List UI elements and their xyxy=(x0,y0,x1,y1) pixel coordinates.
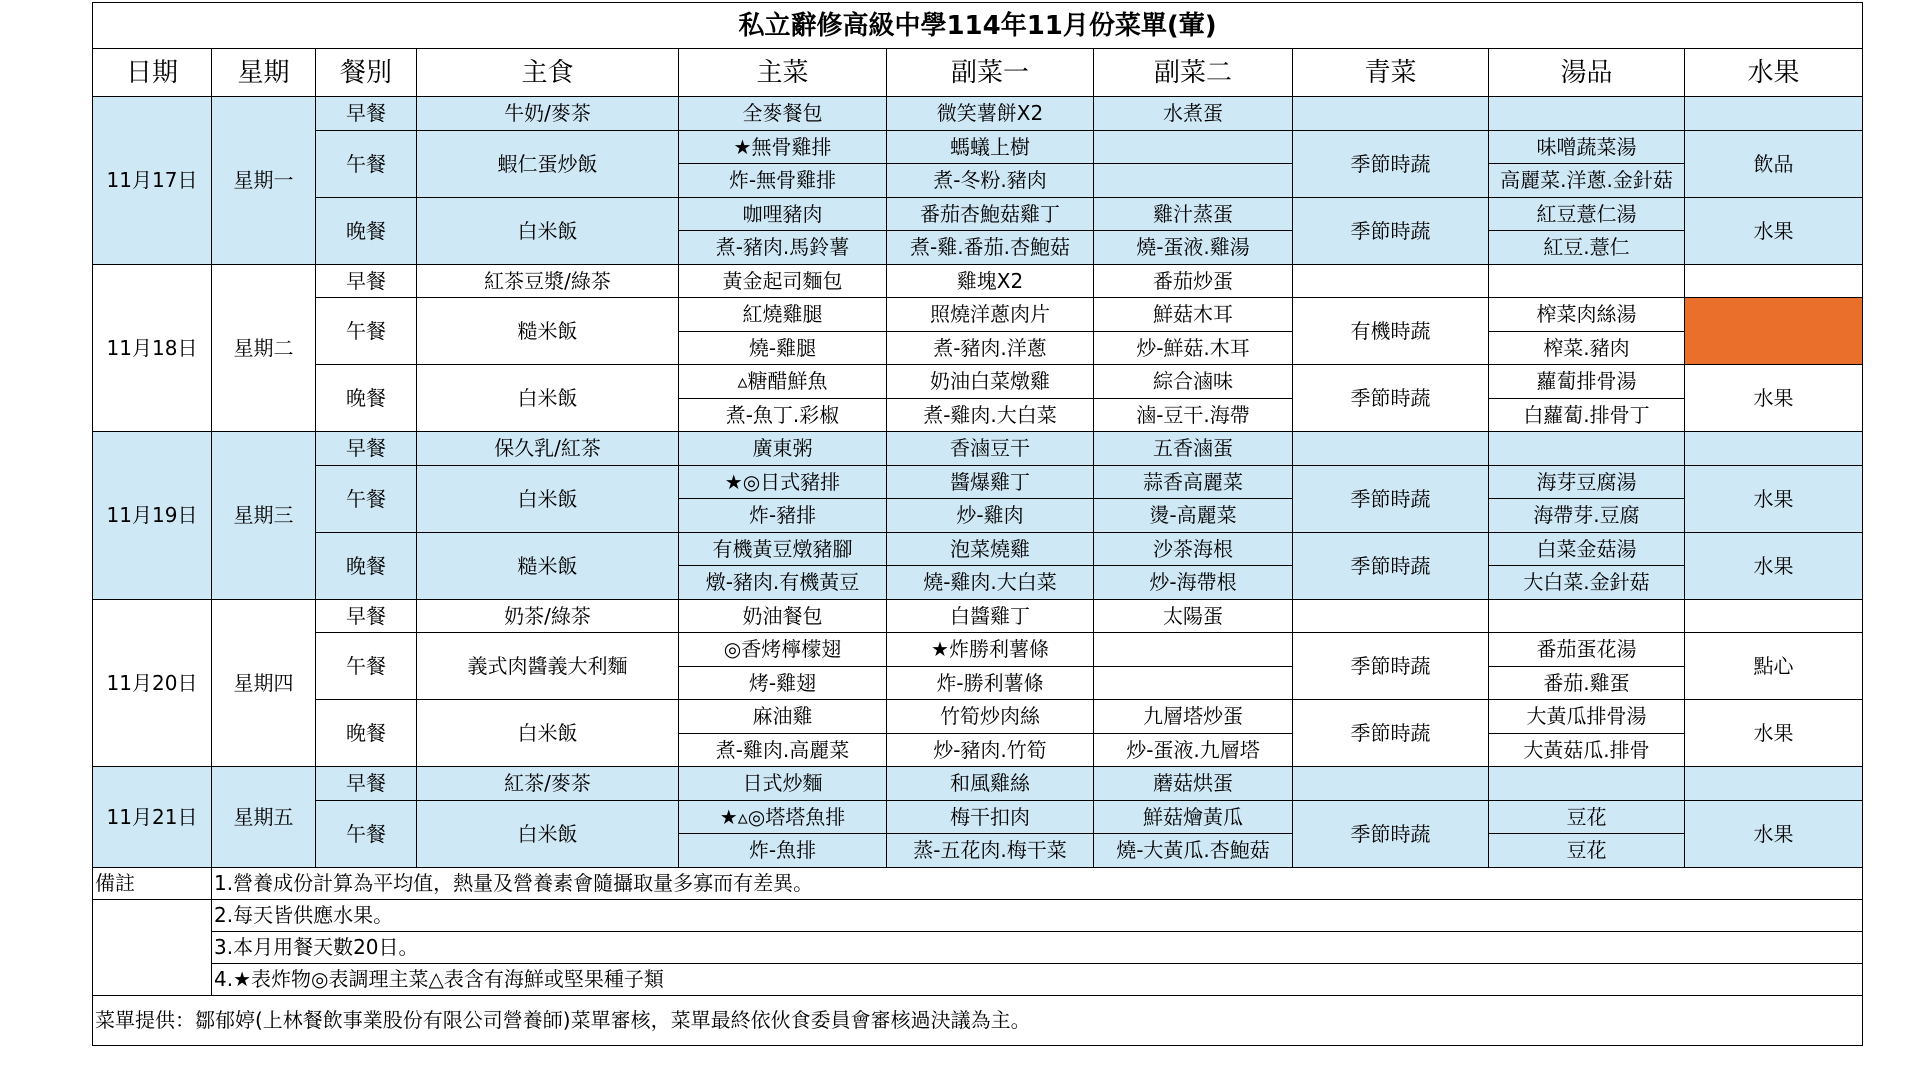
main-dish-cell: 麻油雞 xyxy=(679,700,887,734)
meal-label: 晚餐 xyxy=(316,365,417,432)
notes-row xyxy=(93,867,1863,899)
main-dish-ingredients: 燒-雞腿 xyxy=(679,331,887,365)
vegetable-cell xyxy=(1293,432,1489,466)
vegetable-cell xyxy=(1293,599,1489,633)
main-dish-ingredients: 煮-豬肉.馬鈴薯 xyxy=(679,231,887,265)
meal-label: 午餐 xyxy=(316,130,417,197)
header-soup: 湯品 xyxy=(1489,49,1685,97)
note-item: 3.本月用餐天數20日。 xyxy=(212,931,1863,963)
date-cell: 11月21日 xyxy=(93,767,212,868)
main-dish-cell: 日式炒麵 xyxy=(679,767,887,801)
main-dish-ingredients: 炸-無骨雞排 xyxy=(679,164,887,198)
meal-label: 晚餐 xyxy=(316,197,417,264)
side-dish-1-cell: 微笑薯餅X2 xyxy=(887,97,1094,131)
date-cell: 11月18日 xyxy=(93,264,212,432)
main-dish-ingredients: 煮-雞肉.高麗菜 xyxy=(679,733,887,767)
side-dish-2-ingredients xyxy=(1094,666,1293,700)
main-dish-cell: ★◎日式豬排 xyxy=(679,465,887,499)
side-dish-2-cell: 蒜香高麗菜 xyxy=(1094,465,1293,499)
fruit-cell: 水果 xyxy=(1685,365,1863,432)
soup-cell: 紅豆薏仁湯 xyxy=(1489,197,1685,231)
main-dish-cell: 奶油餐包 xyxy=(679,599,887,633)
side-dish-2-cell: 五香滷蛋 xyxy=(1094,432,1293,466)
meal-label: 早餐 xyxy=(316,599,417,633)
weekday-cell: 星期二 xyxy=(212,264,316,432)
soup-ingredients: 豆花 xyxy=(1489,834,1685,868)
staple-cell: 蝦仁蛋炒飯 xyxy=(417,130,679,197)
fruit-cell xyxy=(1685,432,1863,466)
soup-cell: 大黃瓜排骨湯 xyxy=(1489,700,1685,734)
fruit-cell: 水果 xyxy=(1685,532,1863,599)
fruit-cell: 飲品 xyxy=(1685,130,1863,197)
date-cell: 11月17日 xyxy=(93,97,212,265)
meal-label: 午餐 xyxy=(316,465,417,532)
fruit-cell xyxy=(1685,298,1863,365)
meal-label: 早餐 xyxy=(316,264,417,298)
staple-cell: 義式肉醬義大利麵 xyxy=(417,633,679,700)
vegetable-cell xyxy=(1293,767,1489,801)
table-row xyxy=(93,432,1863,466)
table-row xyxy=(93,633,1863,667)
side-dish-1-ingredients: 煮-冬粉.豬肉 xyxy=(887,164,1094,198)
meal-label: 午餐 xyxy=(316,298,417,365)
soup-cell: 榨菜肉絲湯 xyxy=(1489,298,1685,332)
staple-cell: 白米飯 xyxy=(417,465,679,532)
main-dish-cell: 有機黃豆燉豬腳 xyxy=(679,532,887,566)
header-row xyxy=(93,49,1863,97)
weekday-cell: 星期一 xyxy=(212,97,316,265)
soup-cell: 豆花 xyxy=(1489,800,1685,834)
side-dish-1-ingredients: 炒-豬肉.竹筍 xyxy=(887,733,1094,767)
side-dish-1-cell: 照燒洋蔥肉片 xyxy=(887,298,1094,332)
side-dish-1-cell: 和風雞絲 xyxy=(887,767,1094,801)
table-row xyxy=(93,465,1863,499)
note-item: 4.★表炸物◎表調理主菜△表含有海鮮或堅果種子類 xyxy=(212,963,1863,995)
main-dish-cell: ◎香烤檸檬翅 xyxy=(679,633,887,667)
soup-ingredients: 番茄.雞蛋 xyxy=(1489,666,1685,700)
side-dish-2-cell: 雞汁蒸蛋 xyxy=(1094,197,1293,231)
vegetable-cell: 季節時蔬 xyxy=(1293,633,1489,700)
notes-label: 備註 xyxy=(93,867,212,899)
side-dish-1-ingredients: 炸-勝利薯條 xyxy=(887,666,1094,700)
soup-ingredients: 白蘿蔔.排骨丁 xyxy=(1489,398,1685,432)
meal-label: 午餐 xyxy=(316,633,417,700)
soup-cell xyxy=(1489,97,1685,131)
side-dish-2-cell xyxy=(1094,130,1293,164)
date-cell: 11月19日 xyxy=(93,432,212,600)
side-dish-1-ingredients: 炒-雞肉 xyxy=(887,499,1094,533)
side-dish-1-cell: 梅干扣肉 xyxy=(887,800,1094,834)
staple-cell: 保久乳/紅茶 xyxy=(417,432,679,466)
table-row xyxy=(93,264,1863,298)
notes-label-spacer xyxy=(93,931,212,963)
vegetable-cell xyxy=(1293,97,1489,131)
table-row xyxy=(93,365,1863,399)
vegetable-cell: 有機時蔬 xyxy=(1293,298,1489,365)
main-dish-cell: ▵糖醋鮮魚 xyxy=(679,365,887,399)
meal-label: 早餐 xyxy=(316,432,417,466)
side-dish-2-cell: 番茄炒蛋 xyxy=(1094,264,1293,298)
fruit-cell: 水果 xyxy=(1685,800,1863,867)
side-dish-2-cell: 沙茶海根 xyxy=(1094,532,1293,566)
soup-ingredients: 大白菜.金針菇 xyxy=(1489,566,1685,600)
header-main: 主菜 xyxy=(679,49,887,97)
table-row xyxy=(93,767,1863,801)
notes-label-spacer xyxy=(93,899,212,931)
soup-cell: 味噌蔬菜湯 xyxy=(1489,130,1685,164)
weekday-cell: 星期五 xyxy=(212,767,316,868)
soup-ingredients: 高麗菜.洋蔥.金針菇 xyxy=(1489,164,1685,198)
vegetable-cell: 季節時蔬 xyxy=(1293,465,1489,532)
side-dish-2-ingredients: 燒-大黃瓜.杏鮑菇 xyxy=(1094,834,1293,868)
staple-cell: 白米飯 xyxy=(417,365,679,432)
side-dish-2-cell: 蘑菇烘蛋 xyxy=(1094,767,1293,801)
side-dish-1-cell: 奶油白菜燉雞 xyxy=(887,365,1094,399)
soup-ingredients: 榨菜.豬肉 xyxy=(1489,331,1685,365)
side-dish-1-ingredients: 煮-雞.番茄.杏鮑菇 xyxy=(887,231,1094,265)
meal-label: 晚餐 xyxy=(316,532,417,599)
footer-row xyxy=(93,995,1863,1045)
meal-label: 早餐 xyxy=(316,767,417,801)
meal-label: 午餐 xyxy=(316,800,417,867)
notes-row xyxy=(93,963,1863,995)
main-dish-cell: 全麥餐包 xyxy=(679,97,887,131)
soup-cell xyxy=(1489,264,1685,298)
table-row xyxy=(93,700,1863,734)
meal-label: 早餐 xyxy=(316,97,417,131)
soup-ingredients: 紅豆.薏仁 xyxy=(1489,231,1685,265)
side-dish-2-cell: 九層塔炒蛋 xyxy=(1094,700,1293,734)
header-staple: 主食 xyxy=(417,49,679,97)
staple-cell: 糙米飯 xyxy=(417,532,679,599)
staple-cell: 牛奶/麥茶 xyxy=(417,97,679,131)
main-dish-cell: 咖哩豬肉 xyxy=(679,197,887,231)
vegetable-cell: 季節時蔬 xyxy=(1293,700,1489,767)
menu-table xyxy=(92,2,1863,1046)
header-side1: 副菜一 xyxy=(887,49,1094,97)
side-dish-2-ingredients: 燙-高麗菜 xyxy=(1094,499,1293,533)
fruit-cell xyxy=(1685,767,1863,801)
side-dish-1-cell: 白醬雞丁 xyxy=(887,599,1094,633)
side-dish-2-cell: 鮮菇木耳 xyxy=(1094,298,1293,332)
staple-cell: 白米飯 xyxy=(417,700,679,767)
side-dish-1-cell: ★炸勝利薯條 xyxy=(887,633,1094,667)
notes-row xyxy=(93,931,1863,963)
staple-cell: 奶茶/綠茶 xyxy=(417,599,679,633)
side-dish-2-cell: 鮮菇燴黃瓜 xyxy=(1094,800,1293,834)
side-dish-2-ingredients: 燒-蛋液.雞湯 xyxy=(1094,231,1293,265)
fruit-cell: 水果 xyxy=(1685,700,1863,767)
staple-cell: 白米飯 xyxy=(417,197,679,264)
main-dish-cell: ★無骨雞排 xyxy=(679,130,887,164)
header-side2: 副菜二 xyxy=(1094,49,1293,97)
main-dish-ingredients: 烤-雞翅 xyxy=(679,666,887,700)
side-dish-1-cell: 雞塊X2 xyxy=(887,264,1094,298)
vegetable-cell: 季節時蔬 xyxy=(1293,197,1489,264)
staple-cell: 紅茶/麥茶 xyxy=(417,767,679,801)
side-dish-1-ingredients: 煮-豬肉.洋蔥 xyxy=(887,331,1094,365)
footer-text: 菜單提供：鄒郁婷(上林餐飲事業股份有限公司營養師)菜單審核，菜單最終依伙食委員會審核過決議為主。 xyxy=(93,995,1863,1045)
table-row xyxy=(93,800,1863,834)
fruit-cell: 水果 xyxy=(1685,197,1863,264)
side-dish-1-cell: 螞蟻上樹 xyxy=(887,130,1094,164)
header-fruit: 水果 xyxy=(1685,49,1863,97)
fruit-cell: 點心 xyxy=(1685,633,1863,700)
staple-cell: 白米飯 xyxy=(417,800,679,867)
note-item: 2.每天皆供應水果。 xyxy=(212,899,1863,931)
main-dish-ingredients: 煮-魚丁.彩椒 xyxy=(679,398,887,432)
side-dish-2-ingredients: 滷-豆干.海帶 xyxy=(1094,398,1293,432)
side-dish-1-ingredients: 煮-雞肉.大白菜 xyxy=(887,398,1094,432)
side-dish-1-cell: 香滷豆干 xyxy=(887,432,1094,466)
main-dish-cell: ★▵◎塔塔魚排 xyxy=(679,800,887,834)
table-row xyxy=(93,298,1863,332)
table-row xyxy=(93,130,1863,164)
side-dish-2-cell: 水煮蛋 xyxy=(1094,97,1293,131)
table-row xyxy=(93,532,1863,566)
weekday-cell: 星期三 xyxy=(212,432,316,600)
fruit-cell xyxy=(1685,599,1863,633)
vegetable-cell: 季節時蔬 xyxy=(1293,130,1489,197)
table-row xyxy=(93,599,1863,633)
soup-ingredients: 海帶芽.豆腐 xyxy=(1489,499,1685,533)
side-dish-2-ingredients: 炒-蛋液.九層塔 xyxy=(1094,733,1293,767)
side-dish-1-cell: 竹筍炒肉絲 xyxy=(887,700,1094,734)
header-meal: 餐別 xyxy=(316,49,417,97)
main-dish-ingredients: 燉-豬肉.有機黃豆 xyxy=(679,566,887,600)
vegetable-cell: 季節時蔬 xyxy=(1293,532,1489,599)
fruit-cell xyxy=(1685,97,1863,131)
meal-label: 晚餐 xyxy=(316,700,417,767)
side-dish-2-cell: 太陽蛋 xyxy=(1094,599,1293,633)
soup-cell xyxy=(1489,599,1685,633)
notes-label-spacer xyxy=(93,963,212,995)
side-dish-2-cell: 綜合滷味 xyxy=(1094,365,1293,399)
soup-cell: 白菜金菇湯 xyxy=(1489,532,1685,566)
main-dish-ingredients: 炸-魚排 xyxy=(679,834,887,868)
main-dish-cell: 廣東粥 xyxy=(679,432,887,466)
side-dish-2-ingredients xyxy=(1094,164,1293,198)
fruit-cell xyxy=(1685,264,1863,298)
side-dish-2-ingredients: 炒-鮮菇.木耳 xyxy=(1094,331,1293,365)
side-dish-1-ingredients: 燒-雞肉.大白菜 xyxy=(887,566,1094,600)
note-item: 1.營養成份計算為平均值，熱量及營養素會隨攝取量多寡而有差異。 xyxy=(212,867,1863,899)
soup-cell xyxy=(1489,767,1685,801)
soup-cell: 蘿蔔排骨湯 xyxy=(1489,365,1685,399)
main-dish-ingredients: 炸-豬排 xyxy=(679,499,887,533)
soup-ingredients: 大黃菇瓜.排骨 xyxy=(1489,733,1685,767)
soup-cell xyxy=(1489,432,1685,466)
side-dish-2-ingredients: 炒-海帶根 xyxy=(1094,566,1293,600)
side-dish-1-ingredients: 蒸-五花肉.梅干菜 xyxy=(887,834,1094,868)
notes-row xyxy=(93,899,1863,931)
table-row xyxy=(93,197,1863,231)
side-dish-2-cell xyxy=(1094,633,1293,667)
side-dish-1-cell: 泡菜燒雞 xyxy=(887,532,1094,566)
vegetable-cell: 季節時蔬 xyxy=(1293,800,1489,867)
staple-cell: 紅茶豆漿/綠茶 xyxy=(417,264,679,298)
header-date: 日期 xyxy=(93,49,212,97)
fruit-cell: 水果 xyxy=(1685,465,1863,532)
soup-cell: 海芽豆腐湯 xyxy=(1489,465,1685,499)
page-title: 私立辭修高級中學114年11月份菜單(葷) xyxy=(93,3,1863,49)
side-dish-1-cell: 番茄杏鮑菇雞丁 xyxy=(887,197,1094,231)
header-veg: 青菜 xyxy=(1293,49,1489,97)
weekday-cell: 星期四 xyxy=(212,599,316,767)
date-cell: 11月20日 xyxy=(93,599,212,767)
soup-cell: 番茄蛋花湯 xyxy=(1489,633,1685,667)
staple-cell: 糙米飯 xyxy=(417,298,679,365)
header-weekday: 星期 xyxy=(212,49,316,97)
vegetable-cell: 季節時蔬 xyxy=(1293,365,1489,432)
main-dish-cell: 黃金起司麵包 xyxy=(679,264,887,298)
side-dish-1-cell: 醬爆雞丁 xyxy=(887,465,1094,499)
vegetable-cell xyxy=(1293,264,1489,298)
main-dish-cell: 紅燒雞腿 xyxy=(679,298,887,332)
table-row xyxy=(93,97,1863,131)
